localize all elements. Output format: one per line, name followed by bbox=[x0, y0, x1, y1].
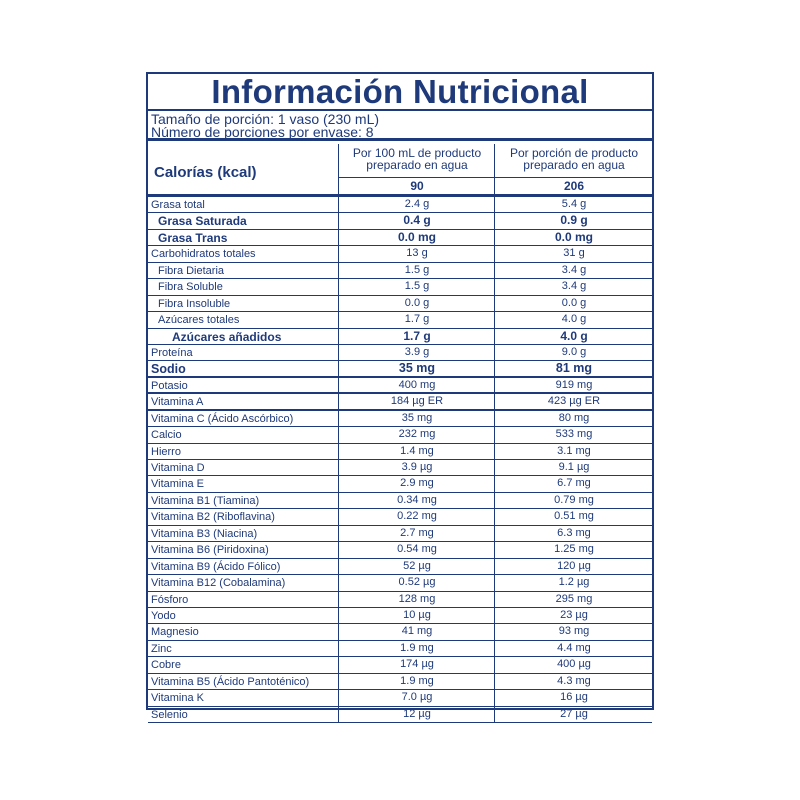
nutrient-row bbox=[148, 427, 652, 443]
nutrient-row bbox=[148, 641, 652, 657]
nutrient-value-per-serving: 0.0 mg bbox=[494, 230, 653, 245]
nutrient-value-per-serving: 0.79 mg bbox=[494, 493, 653, 508]
nutrient-name: Vitamina E bbox=[151, 478, 204, 491]
nutrient-value-per-serving: 81 mg bbox=[494, 361, 653, 375]
nutrient-value-per-100ml: 7.0 µg bbox=[338, 690, 495, 705]
nutrient-value-per-serving: 3.4 g bbox=[494, 263, 653, 278]
nutrient-value-per-100ml: 1.7 g bbox=[338, 329, 495, 344]
nutrient-row bbox=[148, 707, 652, 723]
serving-info bbox=[148, 110, 652, 141]
nutrient-name: Vitamina A bbox=[151, 396, 204, 409]
nutrient-value-per-serving: 919 mg bbox=[494, 378, 653, 392]
nutrient-rows bbox=[148, 197, 652, 723]
nutrient-row bbox=[148, 345, 652, 361]
nutrient-value-per-serving: 23 µg bbox=[494, 608, 653, 623]
nutrient-name: Vitamina B6 (Piridoxina) bbox=[151, 544, 269, 557]
nutrient-value-per-serving: 9.1 µg bbox=[494, 460, 653, 475]
nutrient-value-per-100ml: 1.9 mg bbox=[338, 641, 495, 656]
nutrient-row bbox=[148, 559, 652, 575]
nutrient-name: Grasa total bbox=[151, 199, 205, 211]
nutrient-name: Yodo bbox=[151, 609, 176, 622]
nutrient-value-per-100ml: 0.0 mg bbox=[338, 230, 495, 245]
nutrient-row bbox=[148, 690, 652, 706]
nutrient-row bbox=[148, 476, 652, 492]
nutrient-value-per-serving: 93 mg bbox=[494, 624, 653, 639]
serving-size: Tamaño de porción: 1 vaso (230 mL) bbox=[151, 111, 380, 127]
nutrient-value-per-serving: 423 µg ER bbox=[494, 394, 653, 408]
nutrient-row bbox=[148, 361, 652, 377]
nutrient-name: Magnesio bbox=[151, 626, 199, 639]
nutrient-value-per-serving: 1.25 mg bbox=[494, 542, 653, 557]
nutrient-row bbox=[148, 444, 652, 460]
nutrient-row bbox=[148, 263, 652, 279]
nutrient-row bbox=[148, 394, 652, 410]
nutrient-value-per-100ml: 400 mg bbox=[338, 378, 495, 392]
nutrient-row bbox=[148, 279, 652, 295]
nutrient-value-per-100ml: 1.7 g bbox=[338, 312, 495, 327]
nutrient-value-per-100ml: 41 mg bbox=[338, 624, 495, 639]
nutrient-name: Fósforo bbox=[151, 593, 189, 606]
nutrient-name: Vitamina D bbox=[151, 462, 205, 474]
nutrient-name: Vitamina B5 (Ácido Pantoténico) bbox=[151, 675, 310, 688]
nutrient-value-per-serving: 3.4 g bbox=[494, 279, 653, 294]
nutrient-value-per-serving: 533 mg bbox=[494, 427, 653, 442]
nutrient-row bbox=[148, 197, 652, 213]
nutrient-row bbox=[148, 674, 652, 690]
nutrient-value-per-serving: 400 µg bbox=[494, 657, 653, 672]
nutrient-value-per-serving: 0.51 mg bbox=[494, 509, 653, 524]
nutrient-row bbox=[148, 542, 652, 558]
nutrient-value-per-100ml: 12 µg bbox=[338, 707, 495, 722]
nutrient-value-per-100ml: 1.5 g bbox=[338, 263, 495, 278]
nutrient-value-per-100ml: 0.0 g bbox=[338, 296, 495, 311]
nutrient-value-per-100ml: 35 mg bbox=[338, 411, 495, 426]
nutrient-row bbox=[148, 378, 652, 394]
nutrient-value-per-serving: 9.0 g bbox=[494, 345, 653, 360]
nutrient-row bbox=[148, 526, 652, 542]
nutrient-value-per-100ml: 2.7 mg bbox=[338, 526, 495, 541]
nutrient-value-per-serving: 5.4 g bbox=[494, 197, 653, 212]
nutrient-value-per-serving: 295 mg bbox=[494, 592, 653, 607]
nutrient-name: Vitamina B1 (Tiamina) bbox=[151, 494, 260, 507]
column-per-100ml bbox=[338, 144, 495, 194]
nutrient-value-per-serving: 6.7 mg bbox=[494, 476, 653, 491]
nutrient-row bbox=[148, 608, 652, 624]
nutrient-row bbox=[148, 657, 652, 673]
nutrient-name: Hierro bbox=[151, 445, 181, 458]
label-title: Información Nutricional bbox=[148, 74, 652, 111]
nutrition-header bbox=[148, 144, 652, 197]
nutrient-value-per-100ml: 2.4 g bbox=[338, 197, 495, 212]
nutrient-row bbox=[148, 509, 652, 525]
nutrient-name: Fibra Insoluble bbox=[158, 297, 231, 310]
nutrient-value-per-serving: 4.4 mg bbox=[494, 641, 653, 656]
nutrient-value-per-100ml: 52 µg bbox=[338, 559, 495, 574]
nutrient-value-per-serving: 4.0 g bbox=[494, 329, 653, 344]
nutrient-value-per-100ml: 13 g bbox=[338, 246, 495, 261]
nutrient-name: Vitamina B9 (Ácido Fólico) bbox=[151, 560, 281, 573]
nutrient-name: Vitamina B12 (Cobalamina) bbox=[151, 577, 286, 590]
nutrient-name: Selenio bbox=[151, 708, 188, 721]
nutrient-name: Azúcares añadidos bbox=[172, 329, 282, 344]
calories-per-100ml: 90 bbox=[339, 177, 495, 194]
nutrient-value-per-serving: 3.1 mg bbox=[494, 444, 653, 459]
nutrient-row bbox=[148, 493, 652, 509]
nutrient-value-per-serving: 16 µg bbox=[494, 690, 653, 705]
nutrient-value-per-100ml: 0.34 mg bbox=[338, 493, 495, 508]
nutrient-value-per-100ml: 3.9 µg bbox=[338, 460, 495, 475]
nutrient-name: Proteína bbox=[151, 346, 193, 359]
calories-label: Calorías (kcal) bbox=[154, 164, 257, 181]
nutrient-value-per-serving: 1.2 µg bbox=[494, 575, 653, 590]
nutrient-value-per-100ml: 128 mg bbox=[338, 592, 495, 607]
column-per-serving bbox=[494, 144, 653, 194]
nutrient-name: Fibra Dietaria bbox=[158, 264, 225, 277]
nutrient-name: Vitamina B2 (Riboflavina) bbox=[151, 511, 275, 524]
nutrient-name: Grasa Trans bbox=[158, 230, 228, 245]
nutrient-row bbox=[148, 624, 652, 640]
nutrient-value-per-100ml: 232 mg bbox=[338, 427, 495, 442]
nutrient-value-per-100ml: 184 µg ER bbox=[338, 394, 495, 408]
nutrient-value-per-100ml: 0.4 g bbox=[338, 213, 495, 228]
nutrient-value-per-100ml: 10 µg bbox=[338, 608, 495, 623]
nutrient-value-per-serving: 80 mg bbox=[494, 411, 653, 426]
nutrient-value-per-100ml: 0.22 mg bbox=[338, 509, 495, 524]
nutrient-value-per-100ml: 1.9 mg bbox=[338, 674, 495, 689]
nutrient-row bbox=[148, 213, 652, 229]
nutrient-row bbox=[148, 592, 652, 608]
nutrient-row bbox=[148, 230, 652, 246]
nutrient-value-per-serving: 120 µg bbox=[494, 559, 653, 574]
nutrient-name: Potasio bbox=[151, 379, 188, 392]
nutrient-name: Calcio bbox=[151, 429, 182, 442]
nutrient-value-per-serving: 4.0 g bbox=[494, 312, 653, 327]
nutrient-name: Fibra Soluble bbox=[158, 281, 223, 294]
nutrient-value-per-100ml: 3.9 g bbox=[338, 345, 495, 360]
nutrient-value-per-100ml: 2.9 mg bbox=[338, 476, 495, 491]
nutrient-value-per-serving: 0.9 g bbox=[494, 213, 653, 228]
nutrient-value-per-serving: 0.0 g bbox=[494, 296, 653, 311]
nutrient-row bbox=[148, 411, 652, 427]
nutrient-name: Cobre bbox=[151, 659, 181, 672]
servings-per-container: Número de porciones por envase: 8 bbox=[151, 124, 374, 140]
nutrient-row bbox=[148, 296, 652, 312]
nutrient-value-per-100ml: 174 µg bbox=[338, 657, 495, 672]
nutrition-label bbox=[146, 72, 654, 721]
nutrient-name: Zinc bbox=[151, 642, 172, 655]
nutrient-value-per-100ml: 0.54 mg bbox=[338, 542, 495, 557]
calories-per-serving: 206 bbox=[495, 177, 653, 194]
nutrient-name: Grasa Saturada bbox=[158, 214, 247, 229]
nutrient-value-per-100ml: 35 mg bbox=[338, 361, 495, 375]
column-per-serving-title: Por porción de producto preparado en agua bbox=[509, 146, 639, 172]
nutrient-row bbox=[148, 246, 652, 262]
nutrient-value-per-serving: 6.3 mg bbox=[494, 526, 653, 541]
nutrient-value-per-100ml: 1.5 g bbox=[338, 279, 495, 294]
nutrient-row bbox=[148, 329, 652, 345]
nutrient-name: Sodio bbox=[151, 362, 186, 377]
nutrient-name: Azúcares totales bbox=[158, 314, 240, 327]
nutrient-name: Carbohidratos totales bbox=[151, 248, 256, 261]
nutrient-value-per-100ml: 1.4 mg bbox=[338, 444, 495, 459]
nutrient-name: Vitamina K bbox=[151, 692, 204, 705]
nutrient-value-per-serving: 27 µg bbox=[494, 707, 653, 722]
nutrient-value-per-serving: 31 g bbox=[494, 246, 653, 261]
nutrient-row bbox=[148, 575, 652, 591]
nutrient-name: Vitamina C (Ácido Ascórbico) bbox=[151, 412, 294, 425]
column-per-100ml-title: Por 100 mL de producto preparado en agua bbox=[352, 146, 482, 172]
nutrient-value-per-100ml: 0.52 µg bbox=[338, 575, 495, 590]
nutrient-value-per-serving: 4.3 mg bbox=[494, 674, 653, 689]
nutrient-row bbox=[148, 460, 652, 476]
nutrient-row bbox=[148, 312, 652, 328]
nutrient-name: Vitamina B3 (Niacina) bbox=[151, 527, 258, 540]
